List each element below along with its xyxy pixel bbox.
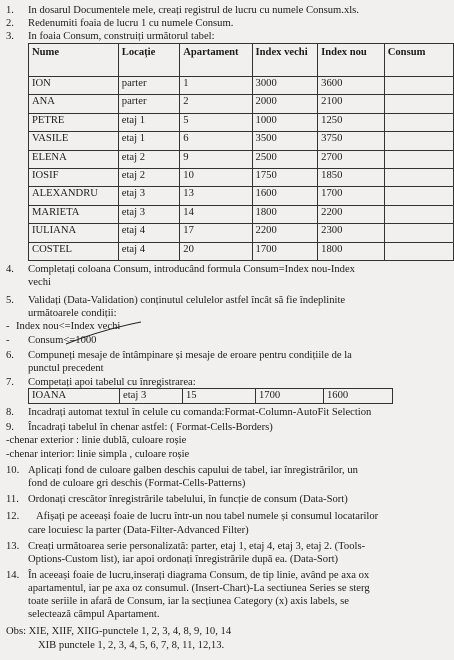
table-cell: 9 [180,150,252,168]
bullet: - [6,321,10,332]
table-cell [384,132,453,150]
table-cell: 1700 [252,242,318,260]
table-cell [384,205,453,223]
table-cell: 10 [180,168,252,186]
item-number: 5. [6,295,14,306]
item-2 [6,17,233,30]
item-text: Redenumiti foaia de lucru 1 cu numele Consum. [28,18,234,29]
record-cell: 15 [183,389,256,404]
item-text-continued: vechi [28,277,51,288]
item-number: 6. [6,350,14,361]
table-cell: 2700 [318,150,385,168]
table-cell: PETRE [29,113,119,131]
table-cell: ION [29,77,119,95]
table-row [29,205,454,223]
table-cell: 3600 [318,77,385,95]
item-9 [6,421,273,434]
table-cell [384,95,453,113]
table-row [29,224,454,242]
bullet: - [6,335,10,346]
item-14 [6,569,369,582]
item-text-continued: toate seriile in afară de Consum, iar la secțiunea Category (x) axis labels, se [28,596,349,607]
table-cell: 17 [180,224,252,242]
table-cell [384,242,453,260]
table-cell: 20 [180,242,252,260]
header-locatie: Locație [118,44,179,77]
table-cell: etaj 1 [118,132,179,150]
handwritten-arrow-mark [56,318,156,346]
item-text-continued: apartamentul, iar pe axa oz consumul. (Insert-Chart)-La sectiunea Series se sterg [28,583,370,594]
table-row [29,77,454,95]
table-cell: 13 [180,187,252,205]
table-row [29,168,454,186]
item-text: Incadrați automat textul în celule cu comanda:Format-Column-AutoFit Selection [28,407,372,418]
item-text: În aceeași foaie de lucru,inserați diagrama Consum, de tip linie, având pe axa ox [28,570,370,581]
table-cell: 1600 [252,187,318,205]
table-cell: 14 [180,205,252,223]
item-text: Creați următoarea serie personalizată: parter, etaj 1, etaj 4, etaj 3, etaj 2. (Tools- [28,541,366,552]
item-text: Aplicați fond de culoare galben deschis capului de tabel, iar înregistrărilor, un [28,465,358,476]
record-cell: 1600 [324,389,393,404]
table-cell: 1000 [252,113,318,131]
table-cell: ANA [29,95,119,113]
table-row [29,95,454,113]
item-text-continued: fond de culoare gri deschis (Format-Cells-Patterns) [28,478,246,489]
item-number: 12. [6,511,20,522]
table-cell: ALEXANDRU [29,187,119,205]
table-cell: 1 [180,77,252,95]
record-row [29,389,393,404]
table-cell: COSTEL [29,242,119,260]
table-cell: etaj 2 [118,168,179,186]
item-number: 7. [6,377,14,388]
new-record-table [28,388,393,404]
item-number: 4. [6,264,14,275]
table-cell: 5 [180,113,252,131]
header-apartament: Apartament [180,44,252,77]
item-10 [6,464,358,477]
item-5 [6,294,345,307]
table-cell: IULIANA [29,224,119,242]
table-cell: 2200 [318,205,385,223]
item-6 [6,349,352,362]
table-cell [384,150,453,168]
table-cell: 2000 [252,95,318,113]
table-cell: 1850 [318,168,385,186]
table-cell: etaj 4 [118,242,179,260]
consumption-table [28,43,454,261]
table-cell: 2200 [252,224,318,242]
item-number: 11. [6,494,19,505]
item-text: Afișați pe aceeași foaie de lucru într-un nou tabel numele și consumul locatarilor [36,511,379,522]
table-cell: 3500 [252,132,318,150]
table-cell: 2300 [318,224,385,242]
condition-text: Index nou<=Index vechi [16,321,121,332]
observation-line-2: XIB punctele 1, 2, 3, 4, 5, 6, 7, 8, 11, 12,13. [38,640,225,651]
item-text-continued: selectează câmpul Apartament. [28,609,160,620]
table-cell [384,113,453,131]
table-cell: etaj 3 [118,187,179,205]
item-text-continued: următoarele condiții: [28,308,117,319]
item-text: Compuneți mesaje de întâmpinare și mesaje de eroare pentru condițiile de la [28,350,352,361]
table-row [29,150,454,168]
table-row [29,132,454,150]
table-row [29,187,454,205]
border-rule-interior: -chenar interior: linie simpla , culoare roșie [6,449,190,460]
table-cell: 2 [180,95,252,113]
table-cell: ELENA [29,150,119,168]
item-number: 9. [6,422,14,433]
item-3 [6,30,215,43]
item-text: Competați apoi tabelul cu înregistrarea: [28,377,196,388]
table-cell: etaj 4 [118,224,179,242]
item-number: 8. [6,407,14,418]
table-cell: 1800 [252,205,318,223]
item-13 [6,540,365,553]
header-index-nou: Index nou [318,44,385,77]
item-text: Încadrați tabelul în chenar astfel: ( Format-Cells-Borders) [28,422,273,433]
record-cell: IOANA [29,389,120,404]
table-cell: VASILE [29,132,119,150]
table-cell: parter [118,77,179,95]
header-consum: Consum [384,44,453,77]
table-cell: 3750 [318,132,385,150]
table-cell: etaj 2 [118,150,179,168]
item-number: 14. [6,570,20,581]
table-header-row [29,44,454,77]
item-number: 10. [6,465,20,476]
observation-line-1: Obs: XIE, XIIF, XIIG-punctele 1, 2, 3, 4, 8, 9, 10, 14 [6,626,232,637]
header-nume: Nume [29,44,119,77]
table-cell: parter [118,95,179,113]
condition-text: Consum<=1000 [28,335,97,346]
item-8 [6,406,371,419]
table-cell: 1750 [252,168,318,186]
table-cell [384,224,453,242]
border-rule-exterior: -chenar exterior : linie dublă, culoare roșie [6,435,187,446]
item-11 [6,493,348,506]
table-cell: 6 [180,132,252,150]
item-1 [6,4,359,17]
item-4 [6,263,355,276]
table-cell [384,168,453,186]
table-cell: etaj 3 [118,205,179,223]
item-text: Validați (Data-Validation) conținutul celulelor astfel încât să fie îndeplinite [28,295,346,306]
item-number: 2. [6,18,14,29]
item-text: Completați coloana Consum, introducând formula Consum=Index nou-Index [28,264,355,275]
header-index-vechi: Index vechi [252,44,318,77]
item-text-continued: punctul precedent [28,363,104,374]
item-text-continued: care locuiesc la parter (Data-Filter-Advanced Filter) [28,525,249,536]
item-text: In foaia Consum, construiți următorul tabel: [28,31,215,42]
table-cell [384,187,453,205]
table-cell: 1800 [318,242,385,260]
item-number: 1. [6,5,14,16]
record-cell: 1700 [256,389,324,404]
item-number: 13. [6,541,20,552]
item-text: Ordonați crescător înregistrările tabelului, în funcție de consum (Data-Sort) [28,494,348,505]
table-cell: 1700 [318,187,385,205]
table-cell: 1250 [318,113,385,131]
item-12 [6,510,378,523]
table-row [29,113,454,131]
table-cell: etaj 1 [118,113,179,131]
item-text: In dosarul Documentele mele, creați registrul de lucru cu numele Consum.xls. [28,5,359,16]
table-cell: 2100 [318,95,385,113]
table-cell: 3000 [252,77,318,95]
item-number: 3. [6,31,14,42]
table-cell: 2500 [252,150,318,168]
table-cell: MARIETA [29,205,119,223]
item-text-continued: Options-Custom list), iar apoi ordonați înregistrările după ea. (Data-Sort) [28,554,339,565]
table-cell: IOSIF [29,168,119,186]
table-row [29,242,454,260]
record-cell: etaj 3 [120,389,183,404]
table-cell [384,77,453,95]
